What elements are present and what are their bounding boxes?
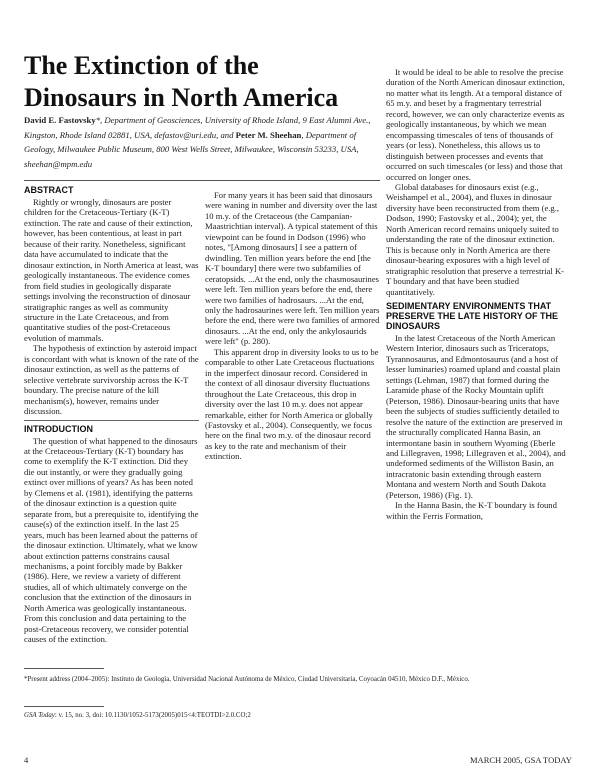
doi-citation [24, 711, 564, 721]
text-column-2 [205, 190, 380, 462]
introduction-paragraph-5: Global databases for dinosaurs exist (e.g., Weishampel et al., 2004), and fluxes in dinosaur diversity have been reconstructed from them (e.g., Dodson, 1990; Fastovsky et al., 2004); yet, the North American record remains uniquely suited to understanding the rate of the dinosaur extinction. This is because only in North America are there dinosaur-bearing exposures with a high level of stratigraphic resolution that preserve a terrestrial K-T boundary and that have been studied quantitatively. [386, 181, 565, 297]
citation-divider [24, 706, 104, 707]
introduction-paragraph-1: The question of what happened to the dinosaurs at the Cretaceous-Tertiary (K-T) boundary has come to exemplify the K-T extinction. Did they die out instantly, or were they gradually going extinct over millions of years? As has been noted by Clemens et al. (1981), identifying the patterns of the dinosaur extinction is a question quite separate from, but a prerequisite to, identifying the cause(s) of the extinction itself. In the last 25 years, much has been learned about the patterns of the dinosaur extinction. Ultimately, what we know about extinction patterns constrains causal mechanisms, a point forcibly made by Bakker (1986). Here, we review a variety of different studies, all of which ultimately converge on the conclusion that the extinction of the dinosaurs in North America was geologically instantaneous. From this conclusion and data pertaining to the post-Cretaceous recovery, we consider potential causes of the extinction. [24, 435, 199, 645]
text-column-3 [386, 67, 566, 521]
footnote: *Present address (2004–2005): Instituto de Geología, Universidad Nacional Autónoma de México, Ciudad Universitaria, Coyoacán 04510, México D.F., México. [24, 676, 470, 683]
issue-label: MARCH 2005, GSA TODAY [470, 755, 572, 765]
introduction-heading: INTRODUCTION [24, 423, 93, 434]
introduction-paragraph-4: It would be ideal to be able to resolve the precise duration of the North American dinosaur extinction, no matter what its length. At a temporal distance of 65 m.y. and beset by a fragmentary terrestrial record, however, we can only characterize events as geologically instantaneous, by which we mean encompassing timescales of tens of thousands of years (or less). Nonetheless, this allows us to distinguish between processes and events that occurred on such timescales (or less) and those that occurred on longer ones. [386, 67, 565, 182]
page-number: 4 [24, 755, 29, 765]
footnote-divider [24, 668, 104, 669]
author-2-name: Peter M. Sheehan [235, 129, 302, 140]
author-2-affiliation: , Department of Geology, Milwaukee Public Museum, 800 West Wells Street, Milwaukee, Wisconsin 53233, USA, sheehan@mpm.edu [24, 129, 359, 169]
author-1-name: David E. Fastovsky [24, 115, 96, 125]
sedimentary-paragraph-2: In the Hanna Basin, the K-T boundary is found within the Ferris Formation, [386, 500, 557, 521]
sedimentary-paragraph-1: In the latest Cretaceous of the North American Western Interior, dinosaurs such as Triceratops, Tyrannosaurus, and Edmontosaurus (and a host of lesser luminaries) roamed upland and coastal plain settings (Lehman, 1987) that formed during the Laramide phase of the Rocky Mountain uplift (Peterson, 1986). Dinosaur-bearing units that have been the subjects of studies sufficiently detailed to resolve the nature of the extinction are preserved in the structurally complicated Hanna Basin, an intermontane basin in southern Wyoming (Eberle and Lillegraven, 1998; Lillegraven et al., 2004), and undeformed sediments of the Williston Basin, an intracratonic basin extending through eastern Montana and western North and South Dakota (Peterson, 1986) (Fig. 1). [386, 332, 566, 500]
abstract-paragraph-1: Rightly or wrongly, dinosaurs are poster children for the Cretaceous-Tertiary (K-T) extinction. The rate and cause of their extinction, however, has been contentious, at least in part because of their rarity. Nonetheless, significant data have accumulated to indicate that the dinosaur extinction, in North America at least, was geologically instantaneous. The evidence comes from field studies in geologically disparate settings involving the reconstruction of dinosaur stratigraphic ranges as well as community structure in the Late Cretaceous, and from quantitative studies of the post-Cretaceous evolution of mammals. [24, 197, 199, 343]
title-line-1: The Extinction of the [24, 51, 259, 80]
article-title [24, 50, 374, 114]
author-block [24, 113, 374, 171]
title-line-2: Dinosaurs in North America [24, 83, 339, 112]
sedimentary-heading: SEDIMENTARY ENVIRONMENTS THAT PRESERVE THE LATE HISTORY OF THE DINOSAURS [386, 300, 559, 331]
author-1-affiliation: *, Department of Geosciences, University of Rhode Island, 9 East Alumni Ave., Kingston, Rhode Island 02881, USA, defastov@uri.edu, and [24, 115, 371, 140]
abstract-paragraph-2: The hypothesis of extinction by asteroid impact is concordant with what is known of the rate of the dinosaur extinction, as well as the patterns of selective vertebrate survivorship across the K-T boundary. The precise nature of the kill mechanism(s), however, remains under discussion. [24, 343, 199, 417]
section-divider [24, 420, 199, 421]
abstract-heading: ABSTRACT [24, 185, 74, 195]
citation-details: : v. 15, no. 3, doi: 10.1130/1052-5173(2005)015<4:TEOTDI>2.0.CO;2 [54, 712, 251, 719]
header-divider [24, 180, 380, 181]
journal-name: GSA Today [24, 712, 55, 719]
introduction-paragraph-3: This apparent drop in diversity looks to us to be comparable to other Late Cretaceous fluctuations in the imperfect dinosaur record. Considered in the context of all dinosaur diversity fluctuations throughout the Late Cretaceous, this drop in diversity over the last 10 m.y. does not appear remarkable, either for North America or globally (Fastovsky et al., 2004). Consequently, we focus here on the final two m.y. of the dinosaur record as key to the rate and mechanism of their extinction. [205, 346, 379, 462]
introduction-paragraph-2: For many years it has been said that dinosaurs were waning in number and diversity over the last 10 m.y. of the Cretaceous (the Campanian-Maastrichtian interval). A typical statement of this viewpoint can be found in Dodson (1996) who notes, "[Among dinosaurs] I see a pattern of dwindling. Ten million years before the end [the K-T boundary] there were two subfamilies of ceratopsids. ...At the end, only the chasmosaurines were left. Ten million years before the end, there were two families of hadrosaurs. ...At the end, only the hadrosaurines were left. Ten million years before the end, there were two families of armored dinosaurs. ...At the end, only the ankylosaurids were left" (p. 280). [205, 190, 380, 347]
text-column-1 [24, 185, 199, 645]
